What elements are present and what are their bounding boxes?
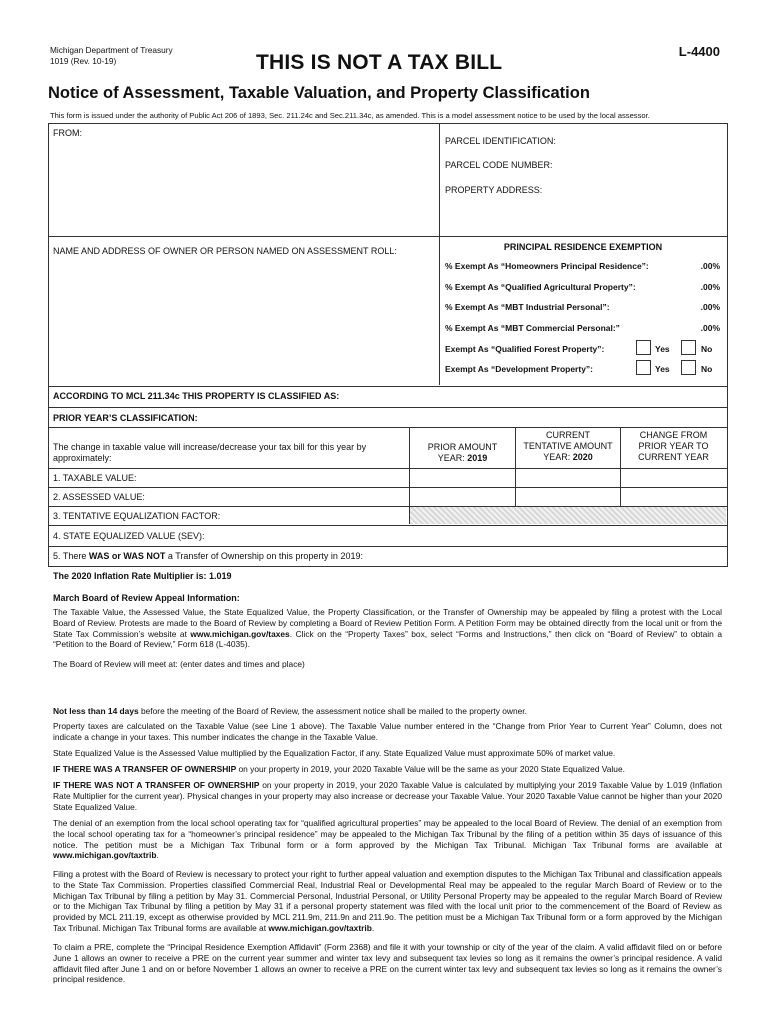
pre-row-value: .00% bbox=[700, 323, 720, 333]
hatched-cell bbox=[410, 507, 726, 524]
appeal-paragraph: The Taxable Value, the Assessed Value, the State Equalized Value, the Property Classification, or the Transfer of Ownership may be appealed by filing a protest with the Local Board of Review. Protests are made to the Board of Review by completing a Board of Review Petition Form. A Petition Form may be obtained directly from the local unit or from the State Tax Commission’s website at www.michigan.gov/taxes. Click on the “Property Taxes” box, select “Forms and Instructions,” then click on “Board of Review” to obtain a “Petition to the Board of Review,” Form 618 (L-4035). bbox=[53, 607, 722, 650]
forest-no-checkbox[interactable] bbox=[681, 340, 696, 355]
authority-text: This form is issued under the authority of Public Act 206 of 1893, Sec. 211.24c and Sec.211.34c, as amended. This is a model assessment notice to be used by the local assessor. bbox=[50, 111, 650, 120]
parcel-id-label: PARCEL IDENTIFICATION: bbox=[445, 136, 556, 146]
development-yes-checkbox[interactable] bbox=[636, 360, 651, 375]
row-divider bbox=[48, 468, 727, 469]
no-label: No bbox=[701, 364, 713, 374]
forest-yes-checkbox[interactable] bbox=[636, 340, 651, 355]
page-title: Notice of Assessment, Taxable Valuation, and Property Classification bbox=[48, 84, 590, 102]
prior-classification-label: PRIOR YEAR’S CLASSIFICATION: bbox=[53, 413, 198, 423]
pre-row-value: .00% bbox=[700, 302, 720, 312]
yes-label: Yes bbox=[655, 344, 670, 354]
board-meeting-text: The Board of Review will meet at: (enter dates and times and place) bbox=[53, 659, 305, 669]
form-revision: 1019 (Rev. 10-19) bbox=[50, 56, 117, 66]
change-description: The change in taxable value will increase/decrease your tax bill for this year by approximately: bbox=[53, 442, 367, 463]
tentative-amount-header: CURRENT TENTATIVE AMOUNT YEAR: 2020 bbox=[523, 430, 613, 462]
notice-paragraph: The denial of an exemption from the local school operating tax for “qualified agricultural properties” may be appealed to the local Board of Review. The denial of an exemption from the local school operating tax for a “homeowner’s principal residence” may be appealed to the Michigan Tax Tribunal by the filing of a petition within 35 days of issuance of this notice. The petition must be a Michigan Tax Tribunal form or a form approved by the Michigan Tax Tribunal. Michigan Tax Tribunal forms are available at www.michigan.gov/taxtrib. bbox=[53, 818, 722, 861]
notice-paragraph: Not less than 14 days before the meeting of the Board of Review, the assessment notice shall be mailed to the property owner. bbox=[53, 706, 527, 716]
sev-label: 4. STATE EQUALIZED VALUE (SEV): bbox=[53, 531, 205, 541]
notice-paragraph: Property taxes are calculated on the Taxable Value (see Line 1 above). The Taxable Value number entered in the “Change from Prior Year to Current Year” Column, does not indicate a change in your taxes. This number indicates the change in the Taxable Value. bbox=[53, 721, 722, 742]
assessed-value-label: 2. ASSESSED VALUE: bbox=[53, 492, 145, 502]
notice-paragraph: Filing a protest with the Board of Review is necessary to protect your right to further appeal valuation and exemption disputes to the Michigan Tax Tribunal and classification appeals to the State Tax Commission. Properties classified Commercial Real, Industrial Real or Developmental Real may be appealed to the regular March Board of Review or to the Michigan Tax Tribunal by filing a petition by May 31. Commercial Personal, Industrial Personal, or Utility Personal Property may be appealed to the regular March Board of Review or to the Michigan Tax Tribunal by filing a petition by May 31 if a personal property statement was filed with the local unit prior to the commencement of the Board of Review as provided by MCL 211.19, except as otherwise provided by MCL 211.9m, 211.9n and 211.9o. The petition must be a Michigan Tax Tribunal form or a form approved by the Michigan Tax Tribunal. Michigan Tax Tribunal forms are available at www.michigan.gov/taxtrib. bbox=[53, 869, 722, 933]
march-board-title: March Board of Review Appeal Information: bbox=[53, 593, 240, 603]
divider bbox=[439, 123, 440, 385]
inflation-multiplier: The 2020 Inflation Rate Multiplier is: 1.019 bbox=[53, 571, 232, 581]
pre-row-value: .00% bbox=[700, 261, 720, 271]
taxable-value-label: 1. TAXABLE VALUE: bbox=[53, 473, 137, 483]
pre-row-label: % Exempt As “MBT Commercial Personal:” bbox=[445, 323, 620, 333]
notice-paragraph: IF THERE WAS A TRANSFER OF OWNERSHIP on your property in 2019, your 2020 Taxable Value will be the same as your 2020 State Equalized Value. bbox=[53, 764, 625, 774]
notice-paragraph: State Equalized Value is the Assessed Value multiplied by the Equalization Factor, if any. State Equalized Value must approximate 50% of market value. bbox=[53, 748, 616, 758]
pre-row-label: % Exempt As “MBT Industrial Personal”: bbox=[445, 302, 610, 312]
classification-label: ACCORDING TO MCL 211.34c THIS PROPERTY IS CLASSIFIED AS: bbox=[53, 391, 340, 401]
main-title: THIS IS NOT A TAX BILL bbox=[256, 51, 503, 74]
pre-row-value: .00% bbox=[700, 282, 720, 292]
forest-label: Exempt As “Qualified Forest Property”: bbox=[445, 344, 605, 354]
parcel-code-label: PARCEL CODE NUMBER: bbox=[445, 160, 553, 170]
form-code: L-4400 bbox=[678, 44, 720, 59]
row-divider bbox=[48, 525, 727, 526]
equalization-factor-label: 3. TENTATIVE EQUALIZATION FACTOR: bbox=[53, 511, 221, 521]
pre-row-label: % Exempt As “Homeowners Principal Residence”: bbox=[445, 261, 649, 271]
row-divider bbox=[48, 487, 727, 488]
notice-paragraph: IF THERE WAS NOT A TRANSFER OF OWNERSHIP on your property in 2019, your 2020 Taxable Value is calculated by multiplying your 2019 Taxable Value by 1.019 (Inflation Rate Multiplier for the current year). Physical changes in your property may also increase or decrease your Taxable Value. Your 2020 Taxable Value cannot be higher than your 2020 State Equalized Value. bbox=[53, 780, 722, 812]
dept-name: Michigan Department of Treasury bbox=[50, 45, 173, 55]
property-address-label: PROPERTY ADDRESS: bbox=[445, 185, 543, 195]
change-header: CHANGE FROM PRIOR YEAR TO CURRENT YEAR bbox=[638, 430, 709, 462]
from-label: FROM: bbox=[53, 128, 82, 138]
pre-row-label: % Exempt As “Qualified Agricultural Property”: bbox=[445, 282, 636, 292]
development-label: Exempt As “Development Property”: bbox=[445, 364, 593, 374]
pre-title: PRINCIPAL RESIDENCE EXEMPTION bbox=[503, 242, 663, 252]
yes-label: Yes bbox=[655, 364, 670, 374]
transfer-label: 5. There WAS or WAS NOT a Transfer of Ownership on this property in 2019: bbox=[53, 551, 363, 561]
notice-paragraph: To claim a PRE, complete the “Principal Residence Exemption Affidavit” (Form 2368) and file it with your township or city of the year of the claim. A valid affidavit filed on or before June 1 allows an owner to receive a PRE on the current year summer and winter tax levy and subsequent tax levies so long as it remains the owner’s principal residence. A valid affidavit filed after June 1 and on or before November 1 allows an owner to receive a PRE on the current winter tax levy and subsequent tax levies so long as it remains the owner’s principal residence. bbox=[53, 942, 722, 985]
no-label: No bbox=[701, 344, 713, 354]
row-divider bbox=[48, 546, 727, 547]
owner-label: NAME AND ADDRESS OF OWNER OR PERSON NAMED ON ASSESSMENT ROLL: bbox=[53, 246, 397, 256]
development-no-checkbox[interactable] bbox=[681, 360, 696, 375]
prior-amount-header: PRIOR AMOUNT YEAR: 2019 bbox=[427, 442, 498, 463]
divider bbox=[48, 236, 727, 237]
